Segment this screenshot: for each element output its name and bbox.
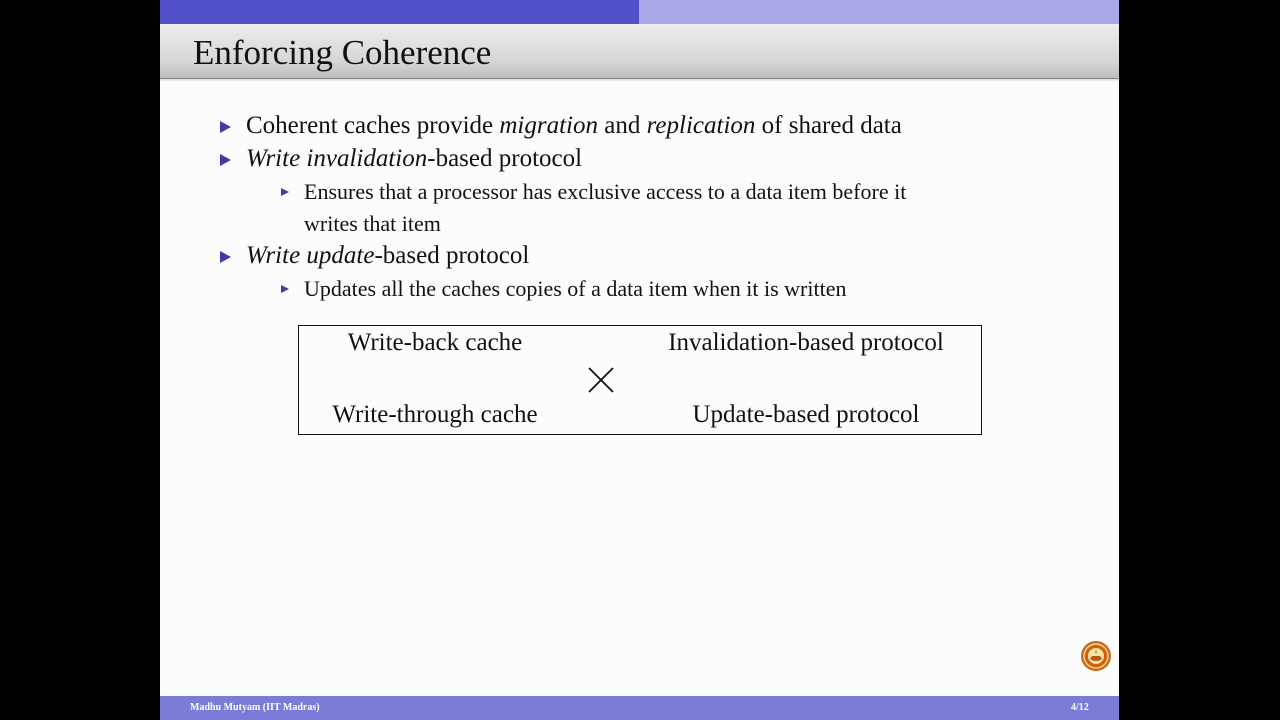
sub-bullet-exclusive-access-line2: writes that item <box>304 211 441 236</box>
footer-bar <box>160 696 1119 720</box>
iit-madras-logo-icon <box>1080 640 1112 672</box>
protocol-invalidation: Invalidation-based protocol <box>668 329 944 356</box>
title-bar-shadow <box>160 78 1119 82</box>
cache-write-back: Write-back cache <box>347 329 523 356</box>
bullet-text: Coherent caches provide <box>246 112 500 139</box>
sub-bullet-marker-icon <box>281 285 289 293</box>
bullet-write-update <box>246 241 529 271</box>
protocol-update: Update-based protocol <box>692 401 920 428</box>
emphasis-write-invalidation: Write invalidation <box>246 145 428 172</box>
cross-product-icon <box>587 366 615 394</box>
page-number: 4/12 <box>1071 702 1089 713</box>
cache-write-through: Write-through cache <box>332 401 538 428</box>
bullet-text: -based protocol <box>374 242 530 269</box>
top-bar-right-segment <box>639 0 1119 24</box>
bullet-write-invalidation <box>246 144 582 174</box>
sub-bullet-updates-all: Updates all the caches copies of a data item when it is written <box>304 276 847 301</box>
bullet-marker-icon <box>220 251 231 263</box>
bullet-coherent-caches <box>246 111 902 141</box>
slide <box>160 0 1119 720</box>
comparison-box <box>298 325 982 435</box>
bullet-marker-icon <box>220 154 231 166</box>
top-bar-left-segment <box>160 0 639 24</box>
emphasis-write-update: Write update <box>246 242 375 269</box>
bullet-text: of shared data <box>755 112 902 139</box>
sub-bullet-exclusive-access-line1: Ensures that a processor has exclusive access to a data item before it <box>304 179 907 204</box>
sub-bullet-marker-icon <box>281 188 289 196</box>
bullet-text: and <box>598 112 647 139</box>
bullet-text: -based protocol <box>427 145 583 172</box>
footer-author: Madhu Mutyam (IIT Madras) <box>190 702 320 713</box>
slide-title: Enforcing Coherence <box>193 33 492 72</box>
emphasis-replication: replication <box>646 112 756 139</box>
bullet-marker-icon <box>220 121 231 133</box>
title-bar <box>160 24 1119 79</box>
emphasis-migration: migration <box>499 112 598 139</box>
top-color-bar <box>160 0 1119 24</box>
